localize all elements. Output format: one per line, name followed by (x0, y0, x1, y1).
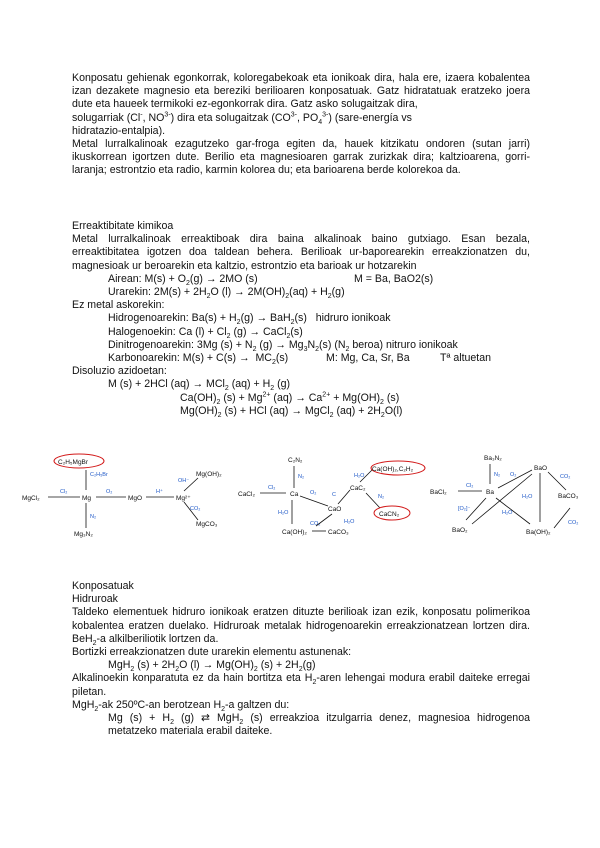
intro-section (72, 72, 530, 178)
ba-oxide: BaO (534, 465, 548, 472)
ba-top-product: Ba₃N₂ (484, 455, 502, 462)
compounds-paragraph-4: MgH$_2$-ak 250ºC-an berotzean $H_2-a$ galtzen du: (72, 698, 290, 713)
arrow (338, 490, 350, 504)
ca-water-reagent: H₂O (278, 510, 289, 516)
ba-hydroxide-reagent: H₂O (502, 510, 513, 516)
compounds-paragraph-1: Taldeko elementuek hidruro ionikoak eratzen dituzte berilioak izan ezik, konposatu polimerikoa kobalentea eratzen duelako. Hidruroak metalak hidrogenoarekin erreakzionatzean lortzen dira. BeH$_2$-a alkilberiliotik lortzen da. (72, 606, 530, 647)
mg-top-product: C₂H₅MgBr (58, 459, 89, 466)
equation-airean: Airean: $M(s) + O_2(g) \to 2MO$ (s) M = Ba, BaO2(s) (108, 272, 434, 287)
mg-center: Mg (82, 495, 92, 502)
equation-acid-1: M (s) + 2HCl (aq) → MCl$_2$ $(aq) + H_2$ (g) (108, 378, 291, 393)
mg-right-reagent: O₂ (106, 489, 113, 495)
ca-carbonate: CaCO₃ (328, 529, 349, 536)
ba-oxide-water-reagent: H₂O (522, 494, 533, 500)
ba-peroxide: BaO₂ (452, 527, 468, 534)
equation-urarekin: Urarekin: $2M(s) + 2H_2O$ $(l) \to 2M(OH)_2(aq) + H_2(g)$ (108, 286, 345, 301)
ca-acetylide: Ca(OH)₂,C₂H₂ (372, 466, 414, 473)
equation-acid-3: $Mg(OH)_2$ (s) + HCl (aq) → MgCl$_2$ $(aq) + 2H_2O(l)$ (180, 404, 403, 419)
mg-bottom-reagent: N₂ (90, 514, 97, 520)
ca-carbide-reagent: C (332, 492, 336, 498)
reaction-diagrams (20, 448, 580, 558)
ca-center: Ca (290, 491, 299, 498)
ca-carbide: CaC₂ (350, 485, 366, 492)
equation-karbono: Karbonoarekin: $M(s) + C(s) \to MC_2(s)$ M: Mg, Ca, Sr, Ba Tª altuetan (108, 352, 492, 367)
compounds-paragraph-2: Bortizki erreakzionatzen dute urarekin elementu astunenak: (72, 646, 352, 659)
equation-dinitro: Dinitrogenoarekin: 3Mg $(s) + N_2$ $(g) \to Mg_3N_2(s)$ ($N_2$ beroa) nitruro ionikoak (108, 338, 458, 353)
ba-peroxide-reagent: [O₂]⁻ (458, 506, 471, 512)
ba-diagram (430, 455, 579, 536)
intro-paragraph-2: Metal lurralkalinoak ezagutzeko gar-froga egiten da, hauek kitzikatu ondoren (sutan jarri) ikuskorrean igortzen dute. Berilio eta magnesioaren garrak zurizkak dira; kaltzioarena, gorri-laranja; estrontzio eta radio, karmin kolorea du; eta barioarena berde kolorekoa da. (72, 138, 530, 177)
ba-hydroxide-co2-reagent: CO₂ (568, 520, 579, 526)
mg-ion-reagent: H⁺ (156, 489, 163, 495)
ca-oxide-reagent: O₂ (310, 490, 317, 496)
intro-paragraph-1b: solugarriak (Cl-, $NO^{3-}$) dira eta solugaitzak ($CO^{3-}$, $PO_4^{3-}$) (sare-energía vs (72, 111, 412, 126)
compounds-paragraph-3: Alkalinoekin konparatuta ez da hain bortitza eta $H_2$-aren lehengai modura erabil daiteke erregai piletan. (72, 672, 530, 698)
ca-cyanamide-reagent: N₂ (378, 494, 385, 500)
ca-cyanamide: CaCN₂ (379, 511, 400, 518)
mg-hydroxide: Mg(OH)₂ (196, 471, 222, 478)
compounds-section (72, 580, 530, 738)
ca-co2-reagent: CO₂ (310, 521, 321, 527)
ba-top-reagent: N₂ (494, 472, 501, 478)
mg-left-product: MgCl₂ (22, 495, 40, 502)
mg-carbonate-reagent: CO₂ (190, 506, 201, 512)
equation-hidrogeno: Hidrogenoarekin: $Ba(s) + H_2(g) \to BaH_2(s)$ hidruro ionikoak (108, 312, 391, 327)
ba-center: Ba (486, 489, 494, 496)
equation-acid-2: $Ca(OH)_2$ $(s) + Mg^{2+}$ $(aq) \to Ca^{2+} + Mg(OH)_2$ (s) (180, 391, 400, 406)
ba-carbonate-reagent: CO₂ (560, 474, 571, 480)
mg-hydroxide-reagent: OH⁻ (178, 478, 190, 484)
mg-carbonate: MgCO₃ (196, 521, 218, 528)
reactivity-paragraph: Metal lurralkalinoak erreaktiboak dira baina alkalinoak baino gutxiago. Esan bezala, erreaktibitatea igotzen doa taldean behera. Berilioak ur-baporearekin erreakzionatzen du, magnesioak ur beroarekin eta kaltzio, estrontzio eta barioak ur hotzarekin (72, 233, 530, 272)
disoluzio-heading: Disoluzio azidoetan: (72, 365, 167, 378)
equation-mgh2-water: MgH$_2$ $(s) + 2H_2O$ $(l) \to Mg(OH)_2$ $(s) + 2H_2(g)$ (108, 659, 316, 674)
section-heading: Erreaktibitate kimikoa (72, 220, 174, 232)
ba-left-reagent: Cl₂ (466, 483, 474, 489)
arrow (316, 514, 332, 526)
ba-oxide-reagent: O₂ (510, 472, 517, 478)
ca-left-reagent: Cl₂ (268, 485, 276, 491)
section-heading: Konposatuak (72, 580, 134, 592)
subsection-heading: Hidruroak (72, 593, 118, 606)
ca-top-reagent: N₂ (298, 474, 305, 480)
intro-paragraph-1c: hidratazio-entalpia). (72, 124, 166, 137)
arrow (300, 496, 328, 506)
ba-hydroxide: Ba(OH)₂ (526, 529, 551, 536)
ba-left-product: BaCl₂ (430, 489, 447, 496)
mg-ion: Mg²⁺ (176, 495, 191, 502)
ca-hydroxide: Ca(OH)₂ (282, 529, 307, 536)
ca-diagram (238, 457, 425, 536)
ba-carbonate: BaCO₃ (558, 493, 579, 500)
ca-oxide: CaO (328, 506, 342, 513)
mg-left-reagent: Cl₂ (60, 489, 68, 495)
compounds-paragraph-5: Mg $(s) + H_2$ (g) ⇄ MgH$_2$ (s) erreakzioa itzulgarria denez, magnesioa hidrogenoa metatzeko materiala erabil daiteke. (108, 712, 530, 738)
ca-oxide-water-reagent: H₂O (344, 519, 355, 525)
ca-top-product: C₂N₂ (288, 457, 303, 464)
ez-metal-heading: Ez metal askorekin: (72, 299, 165, 312)
mg-top-reagent: C₂H₅Br (90, 472, 108, 478)
intro-paragraph-1: Konposatu gehienak egonkorrak, koloregabekoak eta ionikoak dira, hala ere, izaera kobalentea izan dezakete magnesio eta bereziki berilioaren konposatuak. Gatz hidratatuak eratzeko joera dute eta haueek termikoki ez-egonkorrak dira. Gatz asko solugaitzak dira, (72, 72, 530, 111)
mg-diagram (22, 454, 222, 538)
equation-halogeno: Halogenoekin: Ca $(l) + Cl_2$ (g) → CaCl$_2$(s) (108, 325, 303, 340)
ca-left-product: CaCl₂ (238, 491, 255, 498)
ca-acetylide-reagent: H₂O (354, 473, 365, 479)
reactivity-section (72, 220, 530, 418)
mg-bottom-product: Mg₃N₂ (74, 531, 93, 538)
mg-oxide: MgO (128, 495, 143, 502)
